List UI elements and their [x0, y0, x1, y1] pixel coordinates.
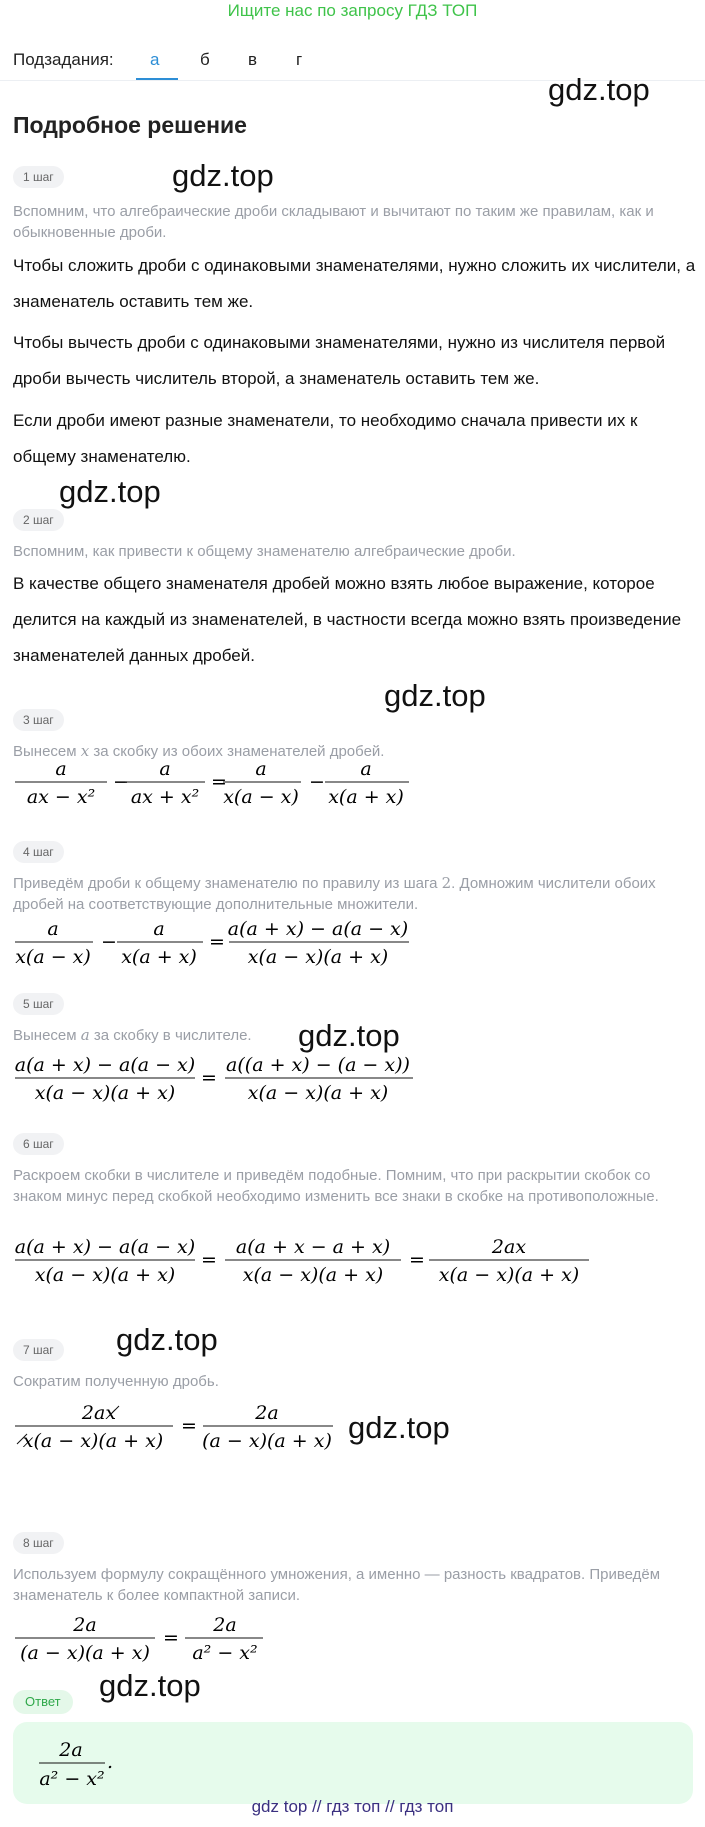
svg-text:x(a − x)(a + x): x(a − x)(a + x): [242, 1264, 384, 1286]
svg-text:x(a − x)(a + x): x(a − x)(a + x): [247, 946, 389, 968]
formula-step-4: [13, 916, 433, 973]
svg-text:=: =: [211, 771, 227, 793]
svg-text:a(a + x − a + x): a(a + x − a + x): [235, 1236, 391, 1258]
step-badge: 7 шаг: [13, 1339, 64, 1361]
step-text: В качестве общего знаменателя дробей можно взять любое выражение, которое делится на каждый из знаменателей, в частности всегда можно взять произведение знаменателей данных дробей.: [13, 574, 682, 665]
step-hint: Приведём дроби к общему знаменателю по правилу из шага 2. Домножим числители обоих дробей на соответствующие дополнительные множители.: [13, 874, 656, 913]
svg-text:=: =: [201, 1067, 217, 1089]
svg-text:x(a − x)(a + x): x(a − x)(a + x): [34, 1264, 176, 1286]
formula-step-8: [13, 1612, 313, 1669]
svg-text:x(a − x)(a + x): x(a − x)(a + x): [438, 1264, 580, 1286]
svg-text:x(a − x): x(a − x): [15, 946, 91, 968]
svg-text:−: −: [113, 771, 129, 793]
svg-text:x(a − x)(a + x): x(a − x)(a + x): [247, 1082, 389, 1104]
step-badge: 8 шаг: [13, 1532, 64, 1554]
subtasks-label: Подзадания:: [13, 50, 114, 69]
watermark: gdz.top: [99, 1668, 201, 1703]
step-hint: Вспомним, как привести к общему знаменателю алгебраические дроби.: [13, 543, 516, 560]
step-badge: 2 шаг: [13, 509, 64, 531]
step-hint: Вынесем x за скобку из обоих знаменателей дробей.: [13, 742, 385, 760]
svg-text:2ax: 2ax: [81, 1402, 117, 1424]
search-banner[interactable]: Ищите нас по запросу ГДЗ ТОП: [227, 1, 478, 20]
footer-links[interactable]: gdz top // гдз топ // гдз топ: [251, 1797, 454, 1816]
svg-text:(a − x)(a + x): (a − x)(a + x): [202, 1430, 332, 1452]
svg-text:=: =: [163, 1627, 179, 1649]
svg-text:=: =: [181, 1415, 197, 1437]
svg-text:ax + x²: ax + x²: [130, 786, 200, 808]
watermark: gdz.top: [298, 1018, 400, 1053]
svg-text:a: a: [255, 758, 267, 780]
svg-text:=: =: [409, 1249, 425, 1271]
formula-step-3: [13, 756, 433, 813]
watermark: gdz.top: [348, 1410, 450, 1445]
svg-text:a: a: [47, 918, 59, 940]
step-badge: 5 шаг: [13, 993, 64, 1015]
svg-text:x(a − x)(a + x): x(a − x)(a + x): [34, 1082, 176, 1104]
step-hint: Раскроем скобки в числителе и приведём подобные. Помним, что при раскрытии скобок со знаком минус перед скобкой необходимо изменить все знаки в скобке на противоположные.: [13, 1167, 659, 1205]
svg-text:2a: 2a: [213, 1614, 237, 1636]
svg-text:x(a − x)(a + x): x(a − x)(a + x): [22, 1430, 164, 1452]
watermark: gdz.top: [548, 72, 650, 107]
svg-text:a((a + x) − (a − x)): a((a + x) − (a − x)): [226, 1054, 410, 1076]
svg-text:2ax: 2ax: [491, 1236, 527, 1258]
svg-text:a: a: [55, 758, 67, 780]
step-hint: Используем формулу сокращённого умножения, а именно — разность квадратов. Приведём знаменатель к более компактной записи.: [13, 1566, 661, 1604]
watermark: gdz.top: [59, 474, 161, 509]
step-badge: 1 шаг: [13, 166, 64, 188]
svg-text:a² − x²: a² − x²: [192, 1642, 258, 1664]
svg-text:=: =: [209, 931, 225, 953]
svg-text:2a: 2a: [255, 1402, 279, 1424]
answer-formula: [35, 1736, 155, 1797]
answer-box: [13, 1722, 693, 1804]
answer-badge: Ответ: [13, 1690, 73, 1714]
step-hint: Сократим полученную дробь.: [13, 1373, 219, 1390]
watermark: gdz.top: [116, 1322, 218, 1357]
svg-text:a(a + x) − a(a − x): a(a + x) − a(a − x): [227, 918, 409, 940]
tab-v[interactable]: в: [248, 50, 258, 69]
watermark: gdz.top: [384, 678, 486, 713]
step-badge: 3 шаг: [13, 709, 64, 731]
svg-text:a² − x²: a² − x²: [39, 1768, 105, 1790]
step-text: Чтобы вычесть дроби с одинаковыми знаменателями, нужно из числителя первой дроби вычесть числитель второй, а знаменатель оставить тем же.: [13, 333, 666, 388]
formula-step-6: [13, 1234, 613, 1291]
svg-text:x(a + x): x(a + x): [328, 786, 404, 808]
svg-text:ax − x²: ax − x²: [26, 786, 96, 808]
tab-b[interactable]: б: [200, 50, 210, 69]
step-badge: 6 шаг: [13, 1133, 64, 1155]
svg-text:a: a: [153, 918, 165, 940]
tab-a[interactable]: а: [150, 50, 160, 69]
svg-text:a: a: [159, 758, 171, 780]
svg-text:.: .: [107, 1751, 114, 1773]
page-title: Подробное решение: [13, 112, 247, 138]
svg-text:x(a + x): x(a + x): [121, 946, 197, 968]
step-text: Чтобы сложить дроби с одинаковыми знаменателями, нужно сложить их числители, а знаменатель оставить тем же.: [13, 256, 696, 311]
step-hint: Вынесем a за скобку в числителе.: [13, 1026, 252, 1044]
step-hint: Вспомним, что алгебраические дроби складывают и вычитают по таким же правилам, как и обыкновенные дроби.: [13, 203, 654, 241]
svg-text:2a: 2a: [73, 1614, 97, 1636]
svg-text:2a: 2a: [59, 1739, 83, 1761]
svg-text:−: −: [309, 771, 325, 793]
formula-step-7: [13, 1400, 433, 1457]
svg-text:(a − x)(a + x): (a − x)(a + x): [20, 1642, 150, 1664]
svg-text:−: −: [101, 931, 117, 953]
svg-text:a(a + x) − a(a − x): a(a + x) − a(a − x): [14, 1236, 196, 1258]
formula-step-5: [13, 1052, 433, 1109]
svg-text:a: a: [360, 758, 372, 780]
svg-text:a(a + x) − a(a − x): a(a + x) − a(a − x): [14, 1054, 196, 1076]
watermark: gdz.top: [172, 158, 274, 193]
tab-g[interactable]: г: [296, 50, 303, 69]
step-badge: 4 шаг: [13, 841, 64, 863]
svg-text:x(a − x): x(a − x): [223, 786, 299, 808]
step-text: Если дроби имеют разные знаменатели, то необходимо сначала привести их к общему знаменателю.: [13, 411, 638, 466]
svg-text:=: =: [201, 1249, 217, 1271]
